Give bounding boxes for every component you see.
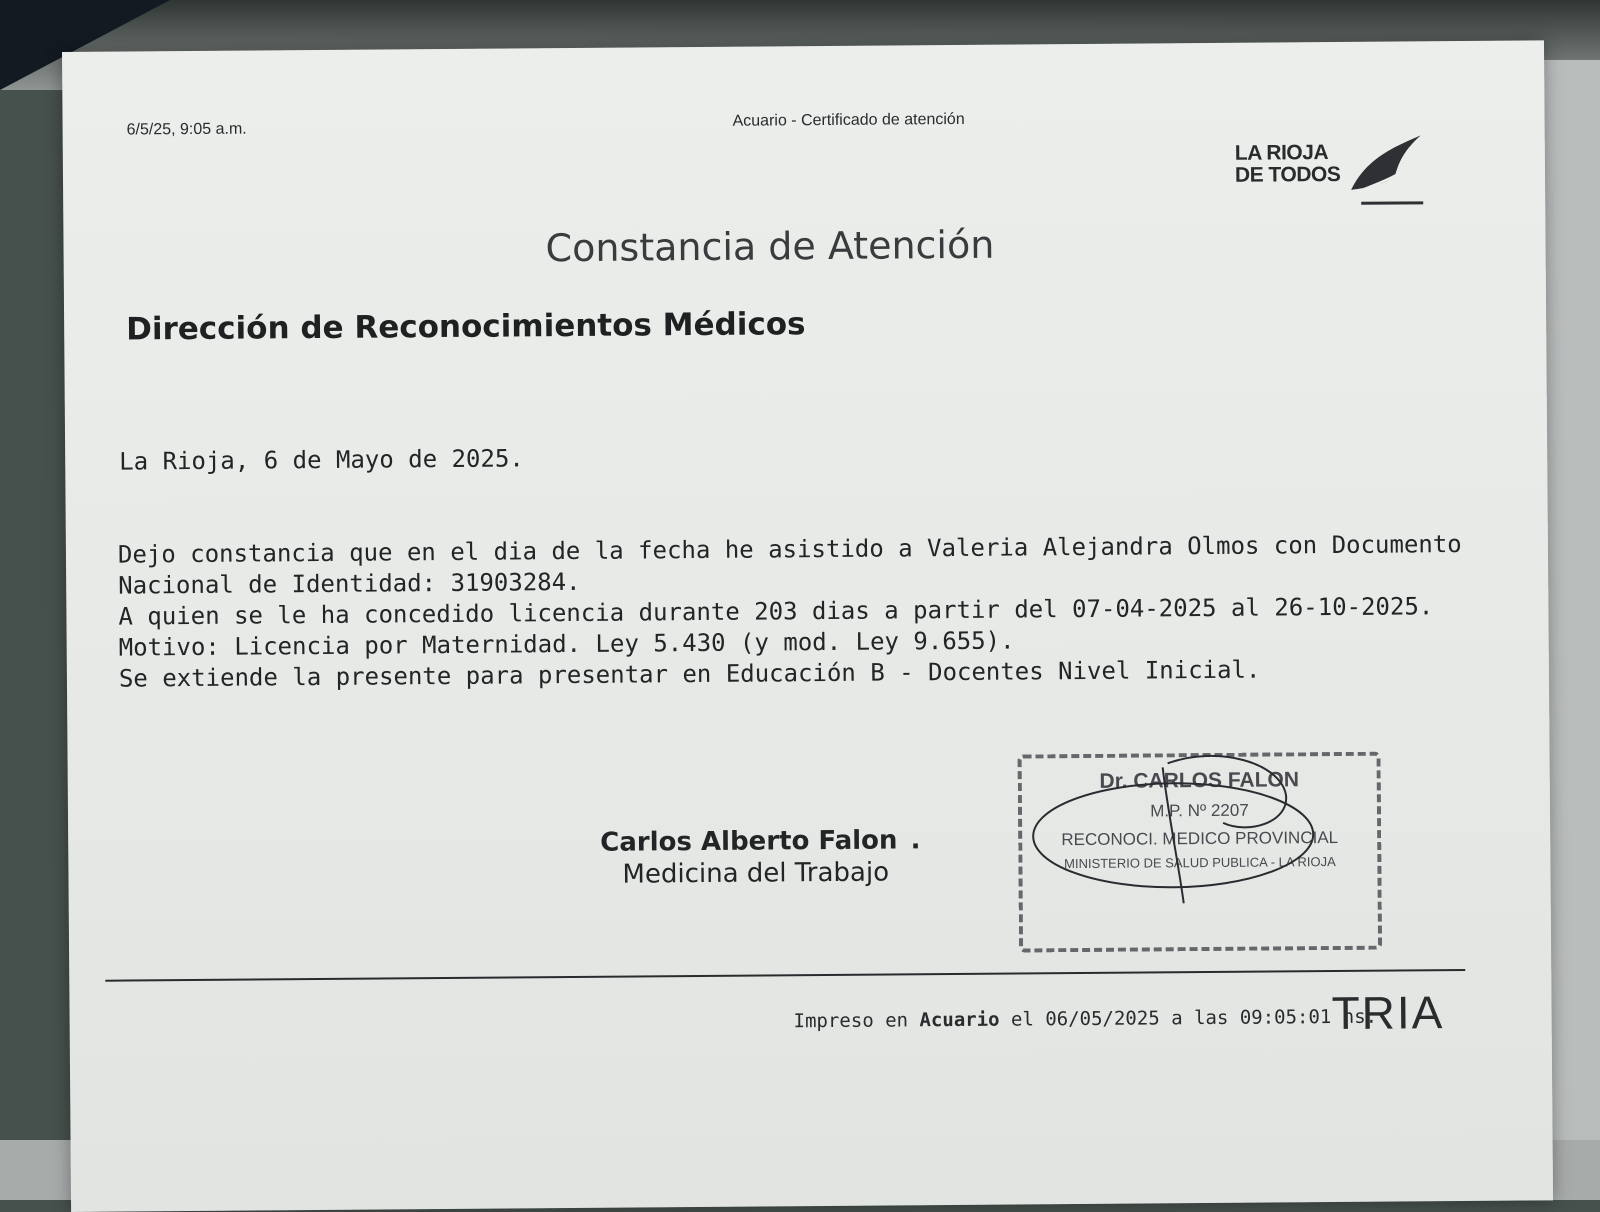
signer-name: Carlos Alberto Falon <box>600 825 898 858</box>
page-title: Constancia de Atención <box>545 222 995 271</box>
footer-suffix: el 06/05/2025 a las 09:05:01 hs. <box>1010 1005 1378 1031</box>
la-rioja-logo <box>1235 141 1436 213</box>
footer-prefix: Impreso en <box>793 1009 909 1033</box>
logo-line-1: LA RIOJA <box>1234 141 1329 165</box>
document-header-title: Acuario - Certificado de atención <box>732 110 965 130</box>
document-sheet <box>62 40 1553 1212</box>
stamp-office: RECONOCI. MEDICO PROVINCIAL <box>1061 828 1339 850</box>
body-line: Dejo constancia que en el dia de la fecha he asistido a Valeria Alejandra Olmos con Documento <box>117 530 1462 569</box>
leaf-emblem-icon <box>1347 131 1428 212</box>
footer-divider <box>105 969 1465 982</box>
print-datetime: 6/5/25, 9:05 a.m. <box>126 120 247 139</box>
body-line: Motivo: Licencia por Maternidad. Ley 5.430 (y mod. Ley 9.655). <box>118 626 1015 662</box>
signer-role: Medicina del Trabajo <box>622 857 890 890</box>
signer-name-suffix: . <box>910 825 921 856</box>
place-and-date: La Rioja, 6 de Mayo de 2025. <box>119 444 524 476</box>
tria-brand: TRIA <box>1331 986 1445 1040</box>
body-line: Nacional de Identidad: 31903284. <box>118 567 581 600</box>
organization-name: Dirección de Reconocimientos Médicos <box>126 306 806 348</box>
certificate-body <box>118 529 1463 695</box>
official-stamp <box>1018 752 1383 953</box>
tria-logo <box>1331 985 1444 1040</box>
stamp-license-number: M.P. Nº 2207 <box>1150 800 1249 821</box>
print-footer <box>794 1006 1378 1033</box>
signature-block <box>600 825 921 890</box>
stamp-ministry: MINISTERIO DE SALUD PUBLICA - LA RIOJA <box>1064 854 1336 872</box>
body-line: Se extiende la presente para presentar en Educación B - Docentes Nivel Inicial. <box>118 655 1261 693</box>
footer-system-name: Acuario <box>919 1008 1000 1032</box>
logo-line-2: DE TODOS <box>1234 162 1341 187</box>
body-line: A quien se le ha concedido licencia durante 203 dias a partir del 07-04-2025 al 26-10-2025. <box>118 592 1434 631</box>
stamp-doctor-name: Dr. CARLOS FALON <box>1099 768 1300 793</box>
handwritten-signature <box>1018 752 1380 955</box>
